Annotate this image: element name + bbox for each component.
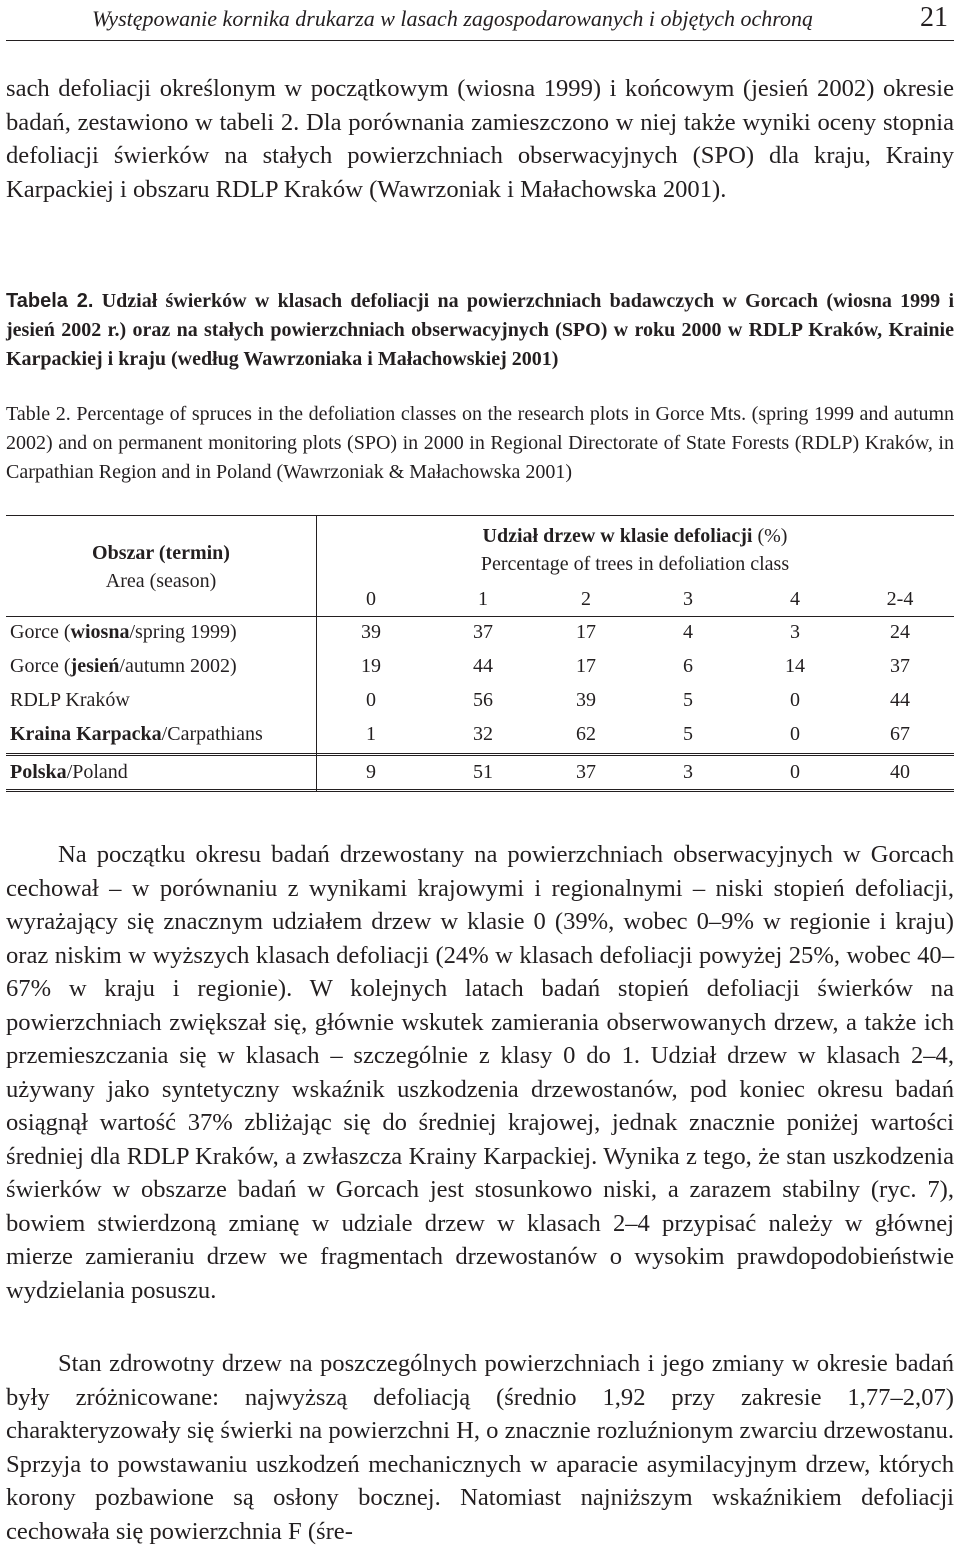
- table-cell: 17: [576, 621, 596, 643]
- running-title: Występowanie kornika drukarza w lasach zagospodarowanych i objętych ochroną: [92, 6, 814, 31]
- table-cell: 37: [473, 621, 493, 643]
- table-cell: 40: [890, 761, 910, 783]
- table-caption-label: Tabela 2.: [6, 290, 94, 312]
- table-cell: 17: [576, 655, 596, 677]
- table-cell: 51: [473, 761, 493, 783]
- table-cell: 5: [683, 689, 693, 711]
- class-header-1: 1: [478, 588, 488, 610]
- table-cell: 32: [473, 723, 493, 745]
- row-label-bold: Polska: [10, 761, 67, 783]
- row-label-text: Gorce (: [10, 621, 71, 643]
- table-cell: 62: [576, 723, 596, 745]
- class-header-3: 3: [683, 588, 693, 610]
- table-total-rule: [6, 753, 954, 756]
- paragraph-3: Stan zdrowotny drzew na poszczególnych powierzchniach i jego zmiany w okresie badań były zróżnicowane: najwyższą defoliacją (średnio 1,92 przy zakresie 1,77–2,07) charakteryzowały się świerki na powierzchni H, o znacznie rozluźnionym zwarciu drzewostanu. Sprzyja to powstawaniu uszkodzeń mechanicznych w aparacie asymilacyjnym drzew, których korony pozbawione są osłony bocznej. Natomiast najniższym wskaźnikiem defoliacji cechowała się powierzchnia F (śre-: [6, 1350, 954, 1545]
- table-cell: 39: [361, 621, 381, 643]
- area-header-en: Area (season): [105, 570, 217, 592]
- table-cell: 37: [576, 761, 596, 783]
- row-label-suffix: /Carpathians: [161, 723, 263, 745]
- row-label: [10, 689, 130, 712]
- table-cell: 0: [790, 689, 800, 711]
- row-label-text: RDLP Kraków: [10, 689, 130, 711]
- row-label-suffix: /autumn 2002): [119, 655, 237, 677]
- table-cell: 1: [366, 723, 376, 745]
- table-cell: 3: [790, 621, 800, 643]
- row-label-bold: jesień: [70, 655, 120, 677]
- row-label-bold: Kraina Karpacka: [10, 723, 162, 745]
- share-header-unit: (%): [752, 525, 788, 547]
- page-number: 21: [920, 2, 948, 33]
- row-label-text: Gorce (: [10, 655, 71, 677]
- table-cell: 6: [683, 655, 693, 677]
- table-cell: 5: [683, 723, 693, 745]
- running-header: [6, 0, 954, 41]
- table-cell: 3: [683, 761, 693, 783]
- table-cell: 14: [785, 655, 805, 677]
- table-caption-pl: [6, 287, 954, 374]
- table-cell: 9: [366, 761, 376, 783]
- table-cell: 39: [576, 689, 596, 711]
- share-header-pl-text: Udział drzew w klasie defoliacji: [482, 525, 753, 547]
- row-label: [10, 761, 128, 784]
- table-cell: 4: [683, 621, 693, 643]
- class-header-2: 2: [581, 588, 591, 610]
- table-cell: 56: [473, 689, 493, 711]
- share-header-en: Percentage of trees in defoliation class: [480, 553, 790, 575]
- table-cell: 0: [790, 723, 800, 745]
- area-header-pl: Obszar (termin): [92, 542, 230, 564]
- row-label: [10, 621, 237, 644]
- class-header-5: 2-4: [886, 588, 914, 610]
- paragraph-2: Na początku okresu badań drzewostany na powierzchniach obserwacyjnych w Gorcach cechował – w porównaniu z wynikami krajowymi i regionalnymi – niski stopień defoliacji, wyrażający się znacznym udziałem drzew w klasie 0 (39%, wobec 0–9% w regionie i kraju) oraz niskim w wyższych klasach defoliacji (24% w klasach defoliacji powyżej 25%, wobec 40–67% w kraju i regionie). W kolejnych latach badań stopień defoliacji świerków na powierzchniach zwiększał się, głównie wskutek zamierania obserwowanych drzew, a także ich przemieszczania się w klasach – szczególnie z klasy 0 do 1. Udział drzew w klasach 2–4, używany jako syntetyczny wskaźnik uszkodzenia drzewostanów, pod koniec okresu badań osiągnął wartość 37% zbliżając się do średniej krajowej, jednak znacznie poniżej wartości średniej dla RDLP Kraków, a zwłaszcza Krainy Karpackiej. Wynika z tego, że stan uszkodzenia świerków w obszarze badań w Gorcach jest stosunkowo niski, a zarazem stabilny (ryc. 7), bowiem stwierdzoną zmianę w udziale drzew w klasach 2–4 przypisać należy w głównej mierze zamieraniu drzew we fragmentach drzewostanów o wysokim prawdopodobieństwie wydzielania posuszu.: [6, 841, 954, 1304]
- row-label: [10, 723, 263, 746]
- row-label-bold: wiosna: [70, 621, 130, 643]
- table-caption-pl-text: Udział świerków w klasach defoliacji na powierzchniach badawczych w Gorcach (wiosna 1999 i jesień 2002 r.) oraz na stałych powierzchniach obserwacyjnych (SPO) w roku 2000 w RDLP Kraków, Krainie Karpackiej i kraju (według Wawrzoniaka i Małachowskiej 2001): [6, 290, 954, 370]
- table-cell: 44: [890, 689, 910, 711]
- table-cell: 37: [890, 655, 910, 677]
- share-header-pl: [316, 525, 954, 548]
- row-label-suffix: /Poland: [66, 761, 128, 783]
- table-top-rule: [6, 515, 954, 516]
- class-header-0: 0: [366, 588, 376, 610]
- row-label-suffix: /spring 1999): [129, 621, 237, 643]
- table-cell: 19: [361, 655, 381, 677]
- table-cell: 0: [790, 761, 800, 783]
- table-header-rule: [6, 616, 954, 617]
- class-header-4: 4: [790, 588, 800, 610]
- table-bottom-rule: [6, 789, 954, 792]
- row-label: [10, 655, 237, 678]
- paragraph-1: sach defoliacji określonym w początkowym (wiosna 1999) i końcowym (jesień 2002) okresie badań, zestawiono w tabeli 2. Dla porównania zamieszczono w niej także wyniki oceny stopnia defoliacji świerków na stałych powierzchniach obserwacyjnych (SPO) dla kraju, Krainy Karpackiej i obszaru RDLP Kraków (Wawrzoniak i Małachowska 2001).: [6, 75, 954, 203]
- table-cell: 24: [890, 621, 910, 643]
- table-cell: 44: [473, 655, 493, 677]
- table-cell: 0: [366, 689, 376, 711]
- table-cell: 67: [890, 723, 910, 745]
- table-caption-en: Table 2. Percentage of spruces in the defoliation classes on the research plots in Gorce Mts. (spring 1999 and autumn 2002) and on permanent monitoring plots (SPO) in 2000 in Regional Directorate of State Forests (RDLP) Kraków, in Carpathian Region and in Poland (Wawrzoniak & Małachowska 2001): [6, 403, 954, 483]
